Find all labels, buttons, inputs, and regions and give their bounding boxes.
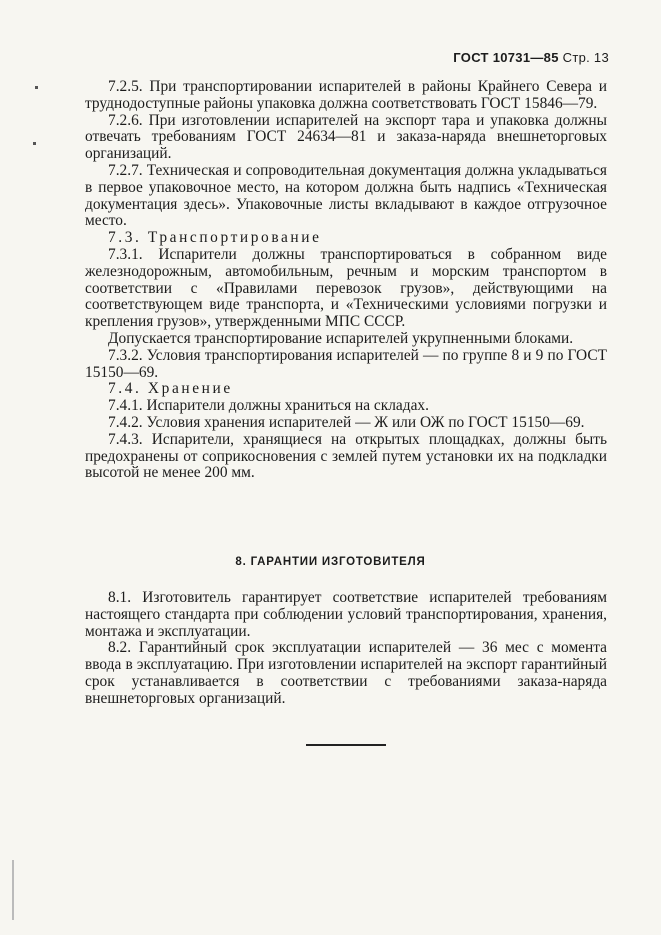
- paragraph-7-2-7: 7.2.7. Техническая и сопроводительная документация должна укладываться в первое упаковочное место, на котором должна быть надпись «Техническая документация здесь». Упаковочные листы вкладывают в каждое отгрузочное место.: [85, 161, 607, 230]
- paragraph-8-1: 8.1. Изготовитель гарантирует соответствие испарителей требованиям настоящего стандарта при соблюдении условий транспортирования, хранения, монтажа и эксплуатации.: [85, 589, 607, 640]
- paragraph-7-3-1: 7.3.1. Испарители должны транспортироваться в собранном виде железнодорожным, автомобильным, речным и морским транспортом в соответствии с «Правилами перевозок грузов», действующими на соответствующем виде транспорта, и «Техническими условиями погрузки и крепления грузов», утвержденными МПС СССР.: [85, 245, 607, 331]
- scan-mark: [35, 86, 38, 89]
- paragraph-8-2: 8.2. Гарантийный срок эксплуатации испарителей — 36 мес с момента ввода в эксплуатацию. При изготовлении испарителей на экспорт гарантийный срок устанавливается в соответствии с требованиями заказа-наряда внешнеторговых организаций.: [85, 639, 607, 707]
- paragraph-blocks: Допускается транспортирование испарителей укрупненными блоками.: [108, 329, 574, 347]
- paragraph-7-4-1: 7.4.1. Испарители должны храниться на складах.: [108, 397, 429, 415]
- scan-mark: [33, 142, 36, 145]
- paragraph-7-2-6: 7.2.6. При изготовлении испарителей на экспорт тара и упаковка должны отвечать требованиям ГОСТ 24634—81 и заказа-наряда внешнеторговых организаций.: [85, 111, 607, 163]
- scan-mark: [12, 860, 14, 920]
- heading-7-4: 7.4. Хранение: [108, 380, 233, 398]
- body-text: [85, 79, 607, 482]
- heading-7-3: 7.3. Транспортирование: [108, 229, 322, 247]
- paragraph-7-2-5: 7.2.5. При транспортировании испарителей в районы Крайнего Севера и труднодоступные районы упаковка должна соответствовать ГОСТ 15846—79.: [85, 78, 607, 112]
- end-rule: [306, 744, 386, 746]
- section-title: 8. ГАРАНТИИ ИЗГОТОВИТЕЛЯ: [235, 556, 426, 568]
- paragraph-7-3-2: 7.3.2. Условия транспортирования испарителей — по группе 8 и 9 по ГОСТ 15150—69.: [85, 346, 607, 381]
- page-number: Стр. 13: [562, 50, 609, 65]
- section-8-text: [85, 590, 607, 708]
- paragraph-7-4-2: 7.4.2. Условия хранения испарителей — Ж или ОЖ по ГОСТ 15150—69.: [108, 413, 585, 431]
- standard-number: ГОСТ 10731—85: [453, 50, 559, 65]
- paragraph-7-4-3: 7.4.3. Испарители, хранящиеся на открытых площадках, должны быть предохранены от соприкосновения с землей путем установки их на подкладки высотой не менее 200 мм.: [85, 430, 607, 482]
- page-header: [453, 50, 609, 65]
